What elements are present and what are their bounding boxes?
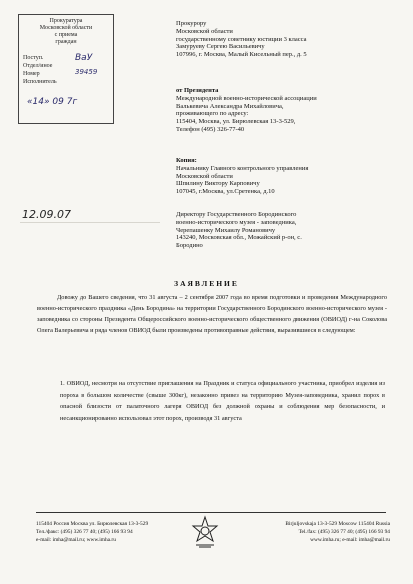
date-underline [20,222,160,223]
sender-line: Валькевича Александра Михайловича, [176,102,284,110]
statement-paragraph: Довожу до Вашего сведения, что 31 августа – 2 сентября 2007 года во время подготовки и проведения Международного военно-исторического праздника «День Бородина» на территории Государственного Бородинского военно-исторического музея - заповедника со стороны Президента Общероссийского военно-исторического общественного движения (ОВИОД) г-на Соколова Олега Валерьевича и ряда членов ОВИОД были произведены противоправные действия, выразившиеся в следующем: [37,294,387,334]
stamp-label: Номер [23,71,40,77]
stamp-line: Московской области [39,25,93,31]
copy-line: Начальнику Главного контрольного управления [176,164,309,172]
director-line: Бородино [176,242,203,250]
handwritten-date: 12.09.07 [22,208,71,221]
document-heading: ЗАЯВЛЕНИЕ [174,279,239,288]
footer-line: www.imha.ru; e-mail: imha@mail.ru [310,537,390,543]
sender-line: проживающего по адресу: [176,110,249,118]
footer-line: Tel./fax: (495) 326 77 40; (495) 166 93 94 [298,529,390,535]
stamp-handwritten-dept: ВаУ [75,53,93,63]
recipient-line: 107996, г. Москва, Малый Кисельный пер., д. 5 [176,51,307,59]
director-line: военно-исторического музея - заповедника, [176,218,297,226]
association-emblem-icon [186,514,224,550]
copy-line: Шпилину Виктору Карповичу [176,180,260,188]
copy-line: Московской области [176,172,233,180]
sender-line: Телефон (495) 326-77-40 [176,125,245,133]
director-line: 143240, Московская обл., Можайский р-он, с. [176,234,302,242]
statement-item-1: 1. ОВИОД, несмотря на отсутствие приглашения на Праздник и статуса официального участника, приобрел изделия из пороха в большом количестве (свыше 300кг), незаконно привез на территорию Музея-заповедника, хранил порох в опасной близости от палаточного лагеря ОВИОД без должной охраны и соблюдения мер безопасности, и несанкционированно использовал этот порох, производя 31 августа [60,380,385,422]
recipient-line: Прокурору [176,20,207,27]
stamp-handwritten-number: 39459 [75,68,98,76]
stamp-label: Поступ. [23,55,44,61]
registration-stamp [18,14,114,124]
footer-line: Birjuljovskaja 13-3-529 Moscow 115404 Russia [285,521,390,527]
stamp-label: Исполнитель [23,79,57,85]
recipient-line: Московской области [176,27,233,35]
stamp-line: Прокуратура [49,18,83,24]
director-block [176,211,302,250]
stamp-line: с приема [54,32,78,38]
stamp-label: Отдел/иное [23,63,53,69]
sender-line: от Президента [176,87,219,94]
recipient-line: Замуруеву Сергею Васильевичу [176,43,265,51]
sender-line: Международной военно-исторической ассоциации [176,94,317,102]
footer-right [262,520,390,544]
director-line: Директору Государственного Бородинского [176,211,297,218]
sender-line: 115404, Москва, ул. Бирюлевская 13-3-529, [176,118,296,126]
copy-line: 107045, г.Москва, ул.Сретенка, д.10 [176,188,275,196]
sender-block [176,87,317,134]
footer-line: Тел./факс: (495) 326 77 40; (495) 166 93 94 [36,529,133,535]
recipient-block [176,20,307,59]
copy-block [176,157,308,196]
footer-left [36,520,148,544]
footer-line: 115404 Россия Москва ул. Бирюлевская 13-3-529 [36,521,149,527]
recipient-line: государственному советнику юстиции 3 класса [176,35,307,43]
stamp-line: граждан [55,39,77,45]
director-line: Черепашенку Михаилу Романовичу [176,226,276,234]
footer-divider [36,512,386,513]
footer-line: e-mail: imha@mail.ru; www.imha.ru [36,537,116,543]
stamp-handwritten-date: «14» 09 7г [27,97,78,107]
copy-line: Копия: [176,157,197,164]
